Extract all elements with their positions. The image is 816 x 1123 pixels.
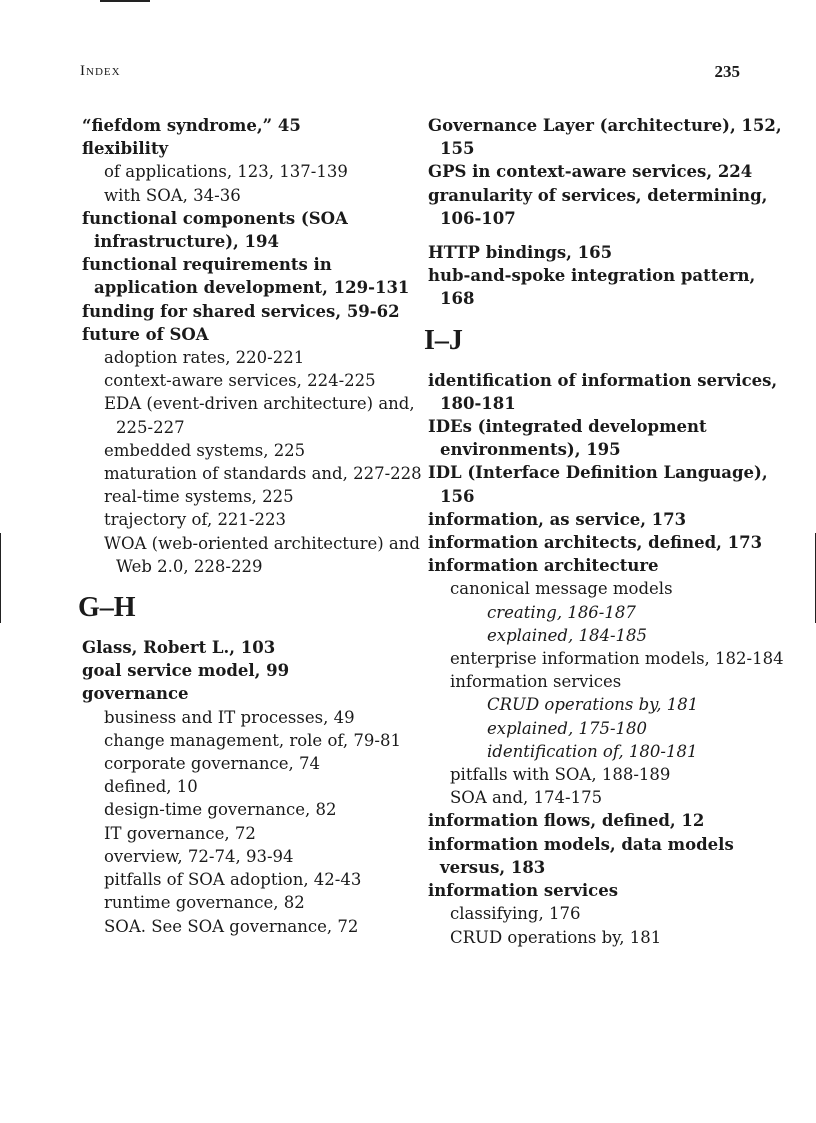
- index-entry: “fiefdom syndrome,” 45: [82, 116, 301, 135]
- index-subentry: information services: [450, 672, 622, 692]
- index-entry: identification of information services, 180-181: [428, 370, 778, 413]
- running-header-title: Index: [80, 63, 121, 79]
- index-subentry: pitfalls with SOA, 188-189: [450, 765, 671, 785]
- index-entry: hub-and-spoke integration pattern, 168: [428, 266, 756, 309]
- index-entry: goal service model, 99: [82, 661, 290, 681]
- section-heading: G–H: [78, 592, 136, 624]
- index-subentry: pitfalls of SOA adoption, 42-43: [104, 870, 362, 890]
- index-subsubentry: identification of, 180-181: [487, 741, 698, 761]
- index-subentry: defined, 10: [104, 777, 198, 797]
- index-entry: information architecture: [428, 556, 659, 576]
- index-subentry: of applications, 123, 137-139: [104, 162, 348, 182]
- top-rule: [100, 0, 150, 2]
- index-subentry: corporate governance, 74: [104, 754, 320, 774]
- index-subentry: EDA (event-driven architecture) and, 225-227: [104, 394, 415, 437]
- index-subentry: IT governance, 72: [104, 823, 256, 843]
- index-subentry: real-time systems, 225: [104, 487, 294, 507]
- index-subsubentry: explained, 175-180: [487, 718, 648, 738]
- index-subentry: business and IT processes, 49: [104, 707, 355, 727]
- index-subsubentry: CRUD operations by, 181: [487, 695, 699, 715]
- index-subentry: with SOA, 34-36: [104, 185, 241, 205]
- section-heading: I–J: [424, 324, 463, 356]
- page-number: 235: [714, 62, 740, 81]
- index-entry: information architects, defined, 173: [428, 533, 763, 553]
- index-entry: functional components (SOA infrastructure), 194: [82, 208, 348, 252]
- index-entry: information models, data models versus, 183: [428, 834, 734, 877]
- index-subentry: overview, 72-74, 93-94: [104, 846, 294, 866]
- index-entry: Glass, Robert L., 103: [82, 638, 276, 658]
- index-entry: funding for shared services, 59-62: [82, 301, 400, 321]
- index-entry: flexibility: [82, 139, 169, 159]
- index-subentry: design-time governance, 82: [104, 800, 337, 820]
- index-entry: information services: [428, 881, 619, 901]
- index-subentry: context-aware services, 224-225: [104, 371, 376, 391]
- index-subentry: adoption rates, 220-221: [104, 348, 305, 368]
- index-subentry: enterprise information models, 182-184: [450, 649, 784, 669]
- index-subentry: classifying, 176: [450, 904, 581, 924]
- crop-mark-left: [0, 533, 1, 623]
- index-entry: GPS in context-aware services, 224: [428, 162, 753, 182]
- index-entry: information, as service, 173: [428, 509, 687, 529]
- index-subentry: SOA. See SOA governance, 72: [104, 916, 359, 936]
- index-entry: governance: [82, 684, 189, 704]
- index-subentry: maturation of standards and, 227-228: [104, 464, 422, 484]
- index-subentry: CRUD operations by, 181: [450, 927, 662, 947]
- index-subentry: embedded systems, 225: [104, 440, 306, 460]
- index-entry: IDEs (integrated development environments), 195: [428, 417, 707, 460]
- index-column-right: [424, 114, 788, 949]
- index-entry: HTTP bindings, 165: [428, 243, 613, 263]
- index-entry: IDL (Interface Definition Language), 156: [428, 463, 768, 506]
- index-column-left: [78, 114, 422, 938]
- index-subsubentry: creating, 186-187: [487, 602, 636, 622]
- index-entry: future of SOA: [82, 324, 209, 344]
- index-subentry: canonical message models: [450, 579, 673, 599]
- index-subentry: change management, role of, 79-81: [104, 730, 401, 750]
- index-subentry: SOA and, 174-175: [450, 788, 603, 808]
- index-subentry: trajectory of, 221-223: [104, 510, 286, 530]
- index-subentry: WOA (web-oriented architecture) and Web 2.0, 228-229: [104, 533, 420, 576]
- index-subentry: runtime governance, 82: [104, 893, 305, 913]
- index-entry: functional requirements in application development, 129-131: [82, 255, 410, 298]
- index-entry: granularity of services, determining, 106-107: [428, 185, 768, 228]
- entry-gap: [428, 230, 788, 241]
- index-entry: Governance Layer (architecture), 152, 155: [428, 116, 782, 159]
- index-entry: information flows, defined, 12: [428, 811, 705, 831]
- index-subsubentry: explained, 184-185: [487, 625, 648, 645]
